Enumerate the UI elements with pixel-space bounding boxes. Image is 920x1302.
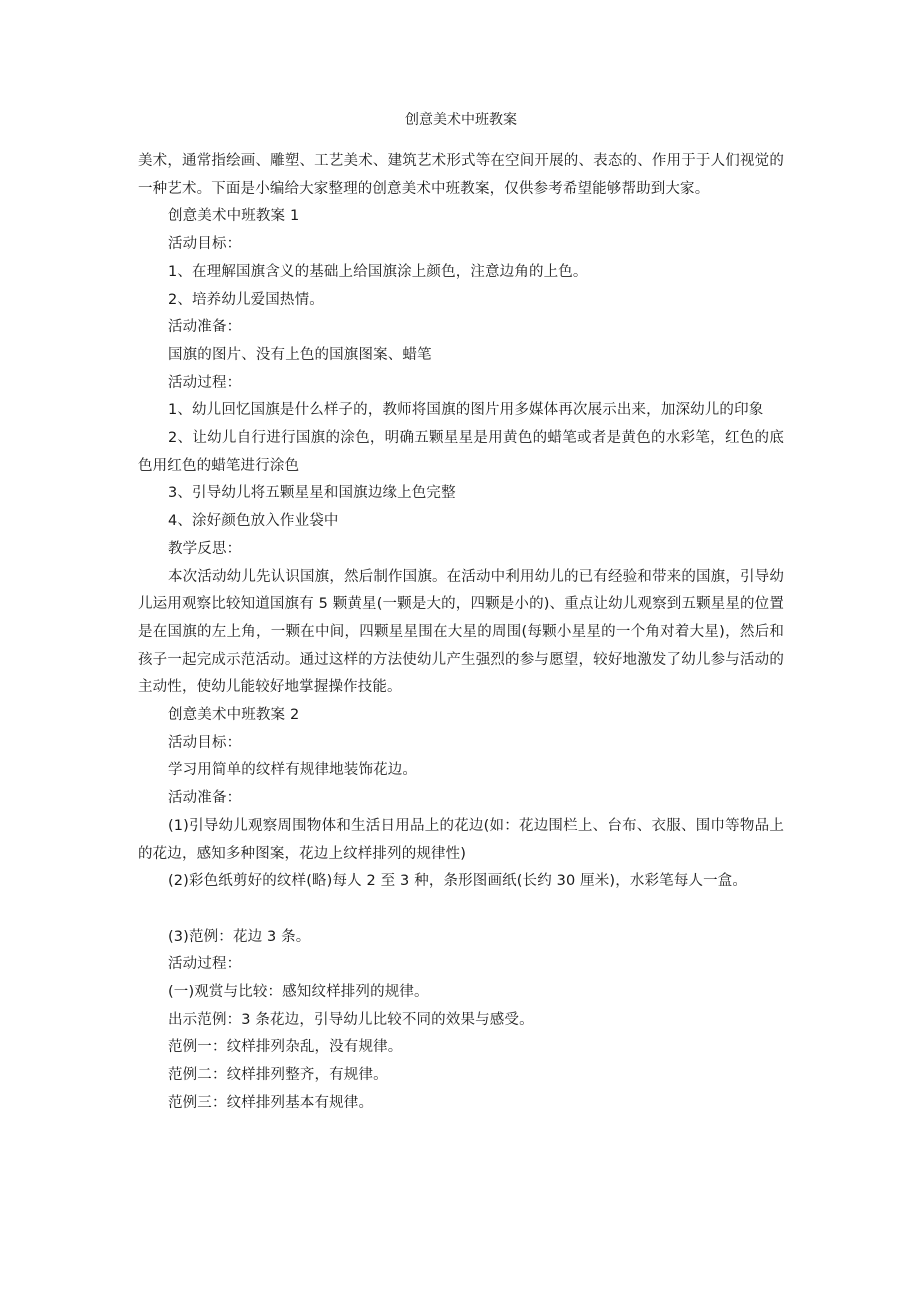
- document-title: 创意美术中班教案: [405, 112, 517, 128]
- document-page: [138, 110, 784, 1118]
- list-item: 2、让幼儿自行进行国旗的涂色，明确五颗星星是用黄色的蜡笔或者是黄色的水彩笔，红色的底色用红色的蜡笔进行涂色: [138, 430, 784, 474]
- list-item: 学习用简单的纹样有规律地装饰花边。: [168, 762, 418, 779]
- list-item: 3、引导幼儿将五颗星星和国旗边缘上色完整: [168, 485, 456, 502]
- list-item: (一)观赏与比较：感知纹样排列的规律。: [168, 984, 429, 1001]
- list-item: (2)彩色纸剪好的纹样(略)每人 2 至 3 种，条形图画纸(长约 30 厘米)，水彩笔每人一盒。: [168, 873, 748, 890]
- reflection-paragraph: 本次活动幼儿先认识国旗，然后制作国旗。在活动中利用幼儿的已有经验和带来的国旗，引导幼儿运用观察比较知道国旗有 5 颗黄星(一颗是大的，四颗是小的)、重点让幼儿观察到五颗星星的位置是在国旗的左上角，一颗在中间，四颗星星围在大星的周围(每颗小星星的一个角对着大星)，然后和孩子一起完成示范活动。通过这样的方法使幼儿产生强烈的参与愿望，较好地激发了幼儿参与活动的主动性，使幼儿能较好地掌握操作技能。: [138, 568, 784, 696]
- list-item: (3)范例：花边 3 条。: [168, 928, 311, 945]
- list-item: 范例一：纹样排列杂乱，没有规律。: [168, 1039, 403, 1056]
- intro-paragraph: 美术，通常指绘画、雕塑、工艺美术、建筑艺术形式等在空间开展的、表态的、作用于于人们视觉的一种艺术。下面是小编给大家整理的创意美术中班教案，仅供参考希望能够帮助到大家。: [138, 153, 784, 197]
- list-item: 出示范例：3 条花边，引导幼儿比较不同的效果与感受。: [168, 1011, 534, 1028]
- section-heading-2: 创意美术中班教案 2: [168, 707, 300, 724]
- label-goal: 活动目标：: [168, 734, 242, 751]
- list-item: (1)引导幼儿观察周围物体和生活日用品上的花边(如：花边围栏上、台布、衣服、围巾等物品上的花边，感知多种图案，花边上纹样排列的规律性): [138, 817, 784, 862]
- label-preparation: 活动准备：: [168, 319, 242, 336]
- label-process: 活动过程：: [168, 374, 242, 391]
- list-item: 4、涂好颜色放入作业袋中: [168, 513, 339, 530]
- label-reflection: 教学反思：: [168, 540, 242, 557]
- list-item: 1、在理解国旗含义的基础上给国旗涂上颜色，注意边角的上色。: [168, 263, 588, 280]
- list-item: 1、幼儿回忆国旗是什么样子的，教师将国旗的图片用多媒体再次展示出来，加深幼儿的印象: [168, 402, 764, 419]
- blank-line: [138, 896, 784, 924]
- label-preparation: 活动准备：: [168, 790, 242, 807]
- section-heading-1: 创意美术中班教案 1: [168, 208, 300, 225]
- list-item: 2、培养幼儿爱国热情。: [168, 291, 324, 308]
- list-item: 国旗的图片、没有上色的国旗图案、蜡笔: [168, 346, 432, 363]
- list-item: 范例二：纹样排列整齐，有规律。: [168, 1067, 388, 1084]
- list-item: 范例三：纹样排列基本有规律。: [168, 1094, 374, 1111]
- label-goal: 活动目标：: [168, 236, 242, 253]
- label-process: 活动过程：: [168, 956, 242, 973]
